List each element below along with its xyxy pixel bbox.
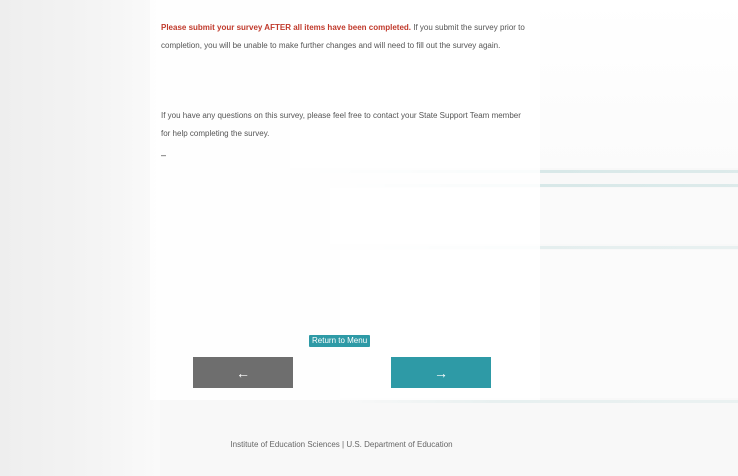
contact-instructions: If you have any questions on this survey, please feel free to contact your State Support Team member for help completing the survey. <box>161 111 521 138</box>
next-button[interactable] <box>391 357 491 388</box>
separator-dash: – <box>161 150 167 160</box>
footer-text: Institute of Education Sciences | U.S. Department of Education <box>230 440 453 449</box>
previous-button[interactable] <box>193 357 293 388</box>
submit-instructions <box>161 19 531 55</box>
return-to-menu-button[interactable]: Return to Menu <box>309 335 370 347</box>
submit-note: If you submit the survey prior to completion, you will be unable to make further changes and will need to fill out the survey again. <box>161 23 525 50</box>
submit-warning: Please submit your survey AFTER all items have been completed. <box>161 23 412 32</box>
arrow-left-icon: ← <box>236 365 250 381</box>
arrow-right-icon: → <box>434 365 448 381</box>
